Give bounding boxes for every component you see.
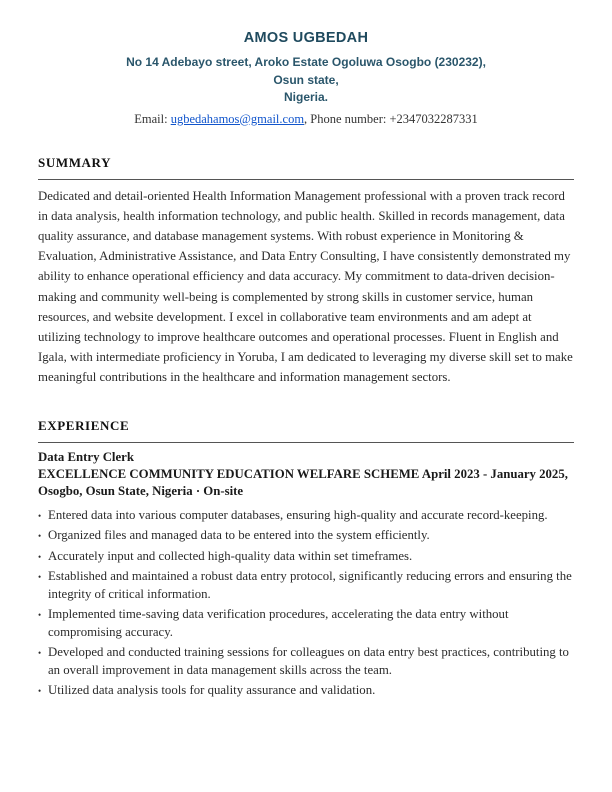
candidate-name: AMOS UGBEDAH: [243, 30, 369, 46]
experience-bullet: • Established and maintained a robust data entry protocol, significantly reducing errors and ensuring the integrity of critical information.: [38, 568, 574, 603]
email-label: Email:: [134, 111, 171, 126]
job-title: Data Entry Clerk: [38, 449, 134, 464]
experience-section: [38, 418, 574, 700]
address-line-1: No 14 Adebayo street, Aroko Estate Ogoluwa Osogbo (230232),: [126, 55, 486, 69]
contact-line: [38, 112, 574, 127]
resume-header: [38, 30, 574, 127]
summary-section: [38, 155, 574, 388]
address-line-3: Nigeria.: [283, 90, 328, 104]
experience-bullet: • Organized files and managed data to be entered into the system efficiently.: [38, 527, 574, 545]
experience-bullet: • Utilized data analysis tools for quality assurance and validation.: [38, 682, 574, 700]
company-employment-line: EXCELLENCE COMMUNITY EDUCATION WELFARE SCHEME April 2023 - January 2025, Osogbo, Osun State, Nigeria · On-site: [38, 466, 568, 499]
experience-bullet: • Implemented time-saving data verification procedures, accelerating the data entry without compromising accuracy.: [38, 606, 574, 641]
experience-bullet: • Accurately input and collected high-quality data within set timeframes.: [38, 548, 574, 566]
summary-paragraph: Dedicated and detail-oriented Health Information Management professional with a proven track record in data analysis, health information technology, and public health. Skilled in records management, data quality assurance, and database management systems. With robust experience in Monitoring & Evaluation, Administrative Assistance, and Data Entry Consulting, I have consistently demonstrated my ability to enhance operational efficiency and data accuracy. My commitment to data-driven decision-making and community well-being is complemented by strong skills in customer service, human resources, and website development. I excel in collaborative team environments and am adept at utilizing technology to improve healthcare outcomes and operational processes. Fluent in English and Igala, with intermediate proficiency in Yoruba, I am dedicated to leveraging my diverse skill set to make meaningful contributions in the healthcare and information management sectors.: [38, 188, 573, 385]
address-line-2: Osun state,: [273, 72, 339, 87]
phone-text: , Phone number: +2347032287331: [304, 111, 478, 126]
experience-heading: EXPERIENCE: [38, 417, 130, 433]
experience-bullet-list: [38, 507, 574, 700]
experience-bullet: • Entered data into various computer databases, ensuring high-quality and accurate record-keeping.: [38, 507, 574, 525]
summary-heading: SUMMARY: [38, 154, 112, 170]
email-link[interactable]: ugbedahamos@gmail.com: [170, 111, 305, 126]
summary-divider: [38, 179, 574, 180]
experience-bullet: • Developed and conducted training sessions for colleagues on data entry best practices, contributing to an overall improvement in data management skills across the team.: [38, 644, 574, 679]
experience-divider: [38, 442, 574, 443]
